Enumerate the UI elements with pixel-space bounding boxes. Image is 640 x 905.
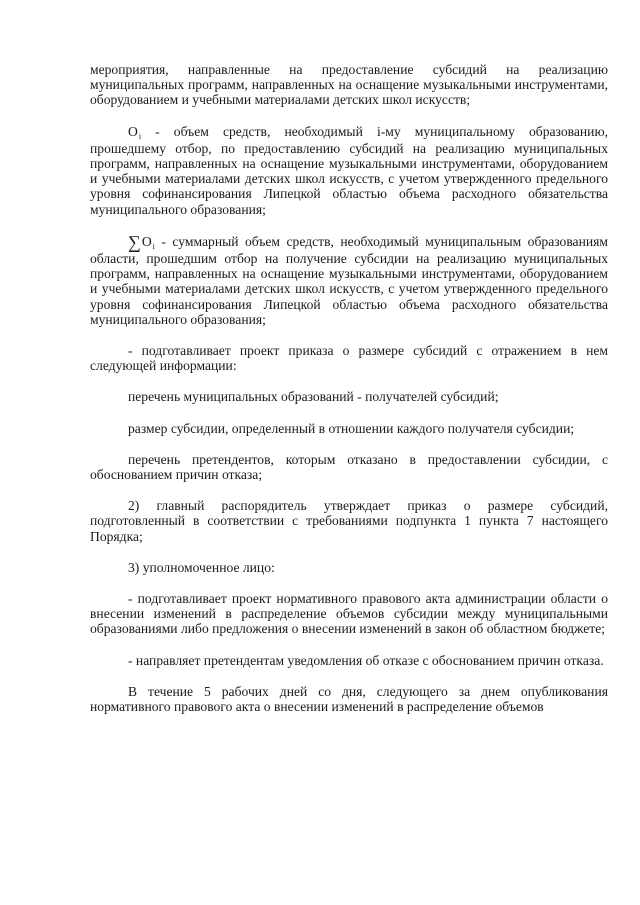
paragraph-10 <box>90 591 608 637</box>
paragraph-5-text: перечень муниципальных образований - получателей субсидий; <box>128 389 499 405</box>
sigma-symbol: ∑ <box>128 231 141 252</box>
paragraph-10-text: - подготавливает проект нормативного правового акта администрации области о внесении изменений в распределение объемов субсидии между муниципальными образованиями либо предложения о внесении изменений в закон об областном бюджете; <box>90 591 608 637</box>
paragraph-3-text: - суммарный объем средств, необходимый муниципальным образованиям области, прошедшим отбор на получение субсидии на реализацию муниципальных программ, направленных на оснащение музыкальными инструментами, оборудованием и учебными материалами детских школ искусств, с учетом утвержденного предельного уровня софинансирования Липецкой областью объема расходного обязательства муниципального образования; <box>90 233 608 327</box>
paragraph-11 <box>90 653 608 668</box>
paragraph-7 <box>90 452 608 482</box>
paragraph-4-text: - подготавливает проект приказа о размере субсидий с отражением в нем следующей информации: <box>90 343 608 374</box>
paragraph-11-text: - направляет претендентам уведомления об отказе с обоснованием причин отказа. <box>128 652 604 668</box>
paragraph-4 <box>90 343 608 373</box>
paragraph-2-oi-definition <box>90 124 608 217</box>
paragraph-8-text: 2) главный распорядитель утверждает приказ о размере субсидий, подготовленный в соответствии с требованиями подпункта 1 пункта 7 настоящего Порядка; <box>90 498 608 544</box>
paragraph-6-text: размер субсидии, определенный в отношении каждого получателя субсидии; <box>128 420 575 436</box>
paragraph-3-sum-oi-definition <box>90 233 608 327</box>
sum-oi-symbol: O <box>141 233 152 249</box>
paragraph-8 <box>90 498 608 544</box>
oi-subscript: i <box>138 131 142 141</box>
paragraph-9 <box>90 560 608 575</box>
paragraph-9-text: 3) уполномоченное лицо: <box>128 559 275 575</box>
paragraph-1-text: мероприятия, направленные на предоставление субсидий на реализацию муниципальных программ, направленных на оснащение музыкальными инструментами, оборудованием и учебными материалами детских школ искусств; <box>90 62 608 108</box>
paragraph-7-text: перечень претендентов, которым отказано в предоставлении субсидии, с обоснованием причин отказа; <box>90 451 608 483</box>
oi-symbol: O <box>128 123 138 139</box>
paragraph-2-text: - объем средств, необходимый i-му муниципальному образованию, прошедшему отбор, по предоставлению субсидий на реализацию муниципальных программ, направленных на оснащение музыкальными инструментами, оборудованием и учебными материалами детских школ искусств, с учетом утвержденного предельного уровня софинансирования Липецкой областью объема расходного обязательства муниципального образования; <box>90 123 608 217</box>
paragraph-5 <box>90 389 608 404</box>
paragraph-6 <box>90 421 608 436</box>
paragraph-12-text: В течение 5 рабочих дней со дня, следующего за днем опубликования нормативного правового акта о внесении изменений в распределение объемов <box>90 683 608 715</box>
document-page <box>90 62 608 730</box>
sum-oi-subscript: i <box>152 241 155 251</box>
paragraph-12 <box>90 684 608 714</box>
paragraph-1 <box>90 62 608 108</box>
